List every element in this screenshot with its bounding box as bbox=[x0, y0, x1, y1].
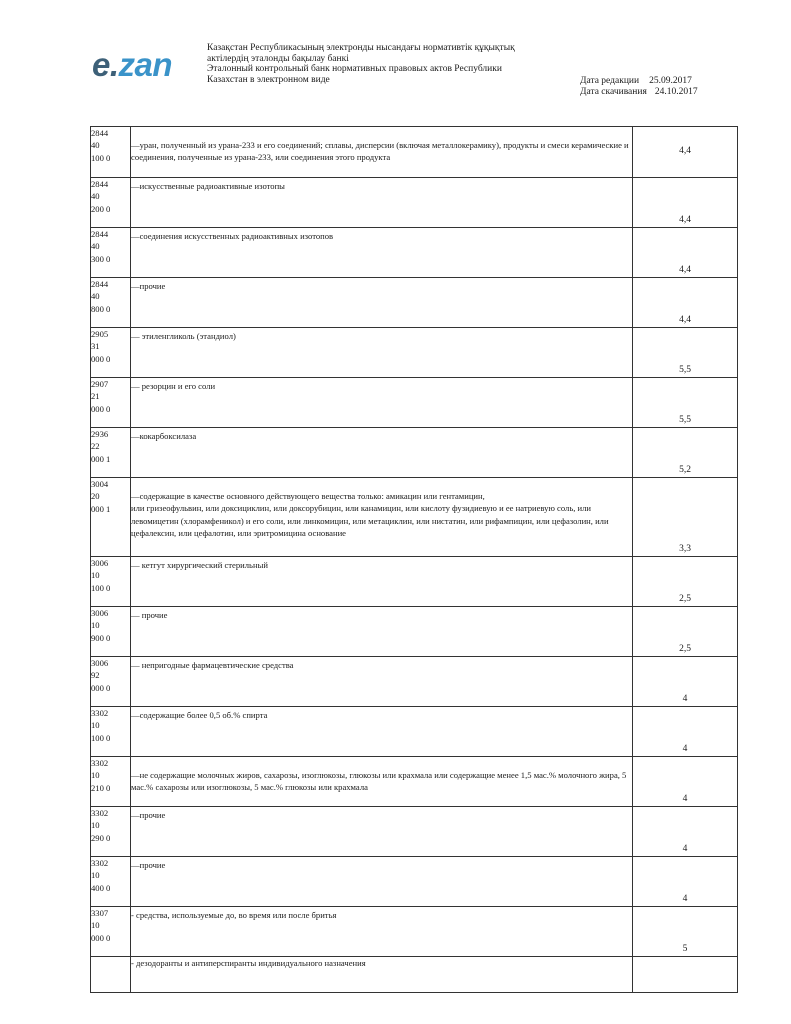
header-title-block bbox=[207, 43, 515, 85]
duty-rate bbox=[633, 757, 738, 807]
logo-e: e bbox=[92, 46, 110, 83]
description-text: — кетгут хирургический стерильный bbox=[131, 560, 268, 570]
table-row bbox=[91, 757, 738, 807]
description-text: —кокарбоксилаза bbox=[131, 431, 197, 441]
duty-rate bbox=[633, 328, 738, 378]
table-row bbox=[91, 178, 738, 228]
hs-code: 3307 10 000 0 bbox=[91, 907, 131, 957]
hs-code: 2844 40 800 0 bbox=[91, 278, 131, 328]
hs-code: 2844 40 200 0 bbox=[91, 178, 131, 228]
product-description bbox=[131, 228, 633, 278]
duty-rate bbox=[633, 478, 738, 557]
product-description bbox=[131, 957, 633, 993]
header-line: Казақстан Республикасының электронды нысандағы нормативтік құқықтық bbox=[207, 43, 515, 53]
hs-code: 3006 10 900 0 bbox=[91, 607, 131, 657]
duty-rate bbox=[633, 707, 738, 757]
rate-value: 2,5 bbox=[679, 593, 691, 604]
rate-value: 4 bbox=[682, 843, 688, 854]
description-text: - дезодоранты и антиперспиранты индивидуального назначения bbox=[131, 958, 366, 968]
table-row bbox=[91, 328, 738, 378]
table-row bbox=[91, 378, 738, 428]
product-description bbox=[131, 807, 633, 857]
table-row bbox=[91, 228, 738, 278]
hs-code: 2844 40 300 0 bbox=[91, 228, 131, 278]
hs-code: 3006 92 000 0 bbox=[91, 657, 131, 707]
table-row bbox=[91, 428, 738, 478]
rate-value: 4,4 bbox=[679, 264, 691, 275]
table-row bbox=[91, 127, 738, 178]
duty-rate bbox=[633, 657, 738, 707]
table-row bbox=[91, 278, 738, 328]
rate-value: 4,4 bbox=[679, 146, 691, 156]
product-description bbox=[131, 178, 633, 228]
logo-zan: zan bbox=[118, 46, 173, 83]
duty-rate bbox=[633, 957, 738, 993]
product-description bbox=[131, 657, 633, 707]
download-date: 24.10.2017 bbox=[654, 86, 698, 97]
product-description bbox=[131, 378, 633, 428]
product-description bbox=[131, 557, 633, 607]
table-row bbox=[91, 907, 738, 957]
description-text: —прочие bbox=[131, 281, 166, 291]
ezan-logo bbox=[92, 48, 172, 81]
edition-date-row bbox=[580, 76, 698, 87]
description-text: —искусственные радиоактивные изотопы bbox=[131, 181, 285, 191]
product-description bbox=[131, 278, 633, 328]
table-row bbox=[91, 957, 738, 993]
download-label: Дата скачивания bbox=[580, 86, 647, 97]
product-description bbox=[131, 607, 633, 657]
description-text: —содержащие в качестве основного действующего вещества только: амикацин или гентамицин, или гризеофульвин, или доксициклин, или доксорубицин, или канамицин, или кислоту фузидиевую и ее натриевую соль, или левомицетин (хлорамфеникол) и его соли, или линкомицин, или метациклин, или нистатин, или рифампицин, или цефазолин, или цефалексин, или цефалотин, или эритромицина основание bbox=[131, 491, 609, 539]
product-description bbox=[131, 857, 633, 907]
product-description bbox=[131, 127, 633, 178]
hs-code bbox=[91, 957, 131, 993]
description-text: — прочие bbox=[131, 610, 168, 620]
description-text: —соединения искусственных радиоактивных изотопов bbox=[131, 231, 334, 241]
description-text: — непригодные фармацевтические средства bbox=[131, 660, 294, 670]
hs-code: 3302 10 290 0 bbox=[91, 807, 131, 857]
table-row bbox=[91, 478, 738, 557]
rate-value: 4 bbox=[682, 793, 688, 804]
header-line: Эталонный контрольный банк нормативных правовых актов Республики bbox=[207, 64, 502, 75]
rate-value: 3,3 bbox=[679, 543, 691, 554]
duty-rate bbox=[633, 857, 738, 907]
description-text: — резорцин и его соли bbox=[131, 381, 216, 391]
rate-value: 5 bbox=[682, 943, 688, 954]
hs-code: 3006 10 100 0 bbox=[91, 557, 131, 607]
description-text: — этиленгликоль (этандиол) bbox=[131, 331, 236, 341]
table-row bbox=[91, 607, 738, 657]
edition-date: 25.09.2017 bbox=[649, 76, 692, 86]
hs-code: 3302 10 210 0 bbox=[91, 757, 131, 807]
rate-value: 2,5 bbox=[679, 643, 691, 654]
duty-rate bbox=[633, 378, 738, 428]
product-description bbox=[131, 907, 633, 957]
table-row bbox=[91, 857, 738, 907]
duty-rate bbox=[633, 278, 738, 328]
download-date-row bbox=[580, 87, 698, 98]
duty-rate bbox=[633, 127, 738, 178]
description-text: —не содержащие молочных жиров, сахарозы, изоглюкозы, глюкозы или крахмала или содержащие менее 1,5 мас.% молочного жира, 5 мас.% сахарозы или изоглюкозы, 5 мас.% глюкозы или крахмала bbox=[131, 770, 627, 793]
description-text: —уран, полученный из урана-233 и его соединений; сплавы, дисперсии (включая металлокерамику), продукты и смеси керамические и соединения, полученные из урана-233, или соединения этого продукта bbox=[131, 140, 629, 163]
description-text: —содержащие более 0,5 об.% спирта bbox=[131, 710, 268, 720]
duty-rate bbox=[633, 557, 738, 607]
rate-value: 5,5 bbox=[679, 414, 691, 425]
duty-rate bbox=[633, 607, 738, 657]
table-row bbox=[91, 707, 738, 757]
hs-code: 2907 21 000 0 bbox=[91, 378, 131, 428]
product-description bbox=[131, 707, 633, 757]
hs-code: 3302 10 400 0 bbox=[91, 857, 131, 907]
edition-label: Дата редакции bbox=[580, 76, 640, 86]
table-row bbox=[91, 807, 738, 857]
duty-rate bbox=[633, 907, 738, 957]
rate-value: 4 bbox=[682, 893, 688, 904]
table-row bbox=[91, 557, 738, 607]
logo-dot: . bbox=[109, 46, 119, 83]
duty-rate bbox=[633, 807, 738, 857]
header-line: Казахстан в электронном виде bbox=[207, 74, 330, 85]
table-row bbox=[91, 657, 738, 707]
hs-code: 3004 20 000 1 bbox=[91, 478, 131, 557]
hs-code: 2844 40 100 0 bbox=[91, 127, 131, 178]
description-text: —прочие bbox=[131, 860, 166, 870]
rate-value: 4,4 bbox=[679, 214, 691, 225]
description-text: —прочие bbox=[131, 810, 166, 820]
product-description bbox=[131, 428, 633, 478]
header-dates bbox=[580, 76, 698, 97]
rate-value: 5,5 bbox=[679, 364, 691, 375]
header-line: актілердің эталонды бақылау банкі bbox=[207, 53, 349, 64]
rate-value: 4 bbox=[682, 693, 688, 704]
product-description bbox=[131, 328, 633, 378]
rate-value: 4,4 bbox=[679, 314, 691, 325]
duty-rate bbox=[633, 228, 738, 278]
hs-code: 2905 31 000 0 bbox=[91, 328, 131, 378]
product-description bbox=[131, 478, 633, 557]
hs-code: 3302 10 100 0 bbox=[91, 707, 131, 757]
rate-value: 5,2 bbox=[679, 464, 691, 475]
tariff-table bbox=[90, 126, 738, 993]
duty-rate bbox=[633, 178, 738, 228]
duty-rate bbox=[633, 428, 738, 478]
rate-value: 4 bbox=[682, 743, 688, 754]
hs-code: 2936 22 000 1 bbox=[91, 428, 131, 478]
description-text: - средства, используемые до, во время или после бритья bbox=[131, 910, 337, 920]
product-description bbox=[131, 757, 633, 807]
